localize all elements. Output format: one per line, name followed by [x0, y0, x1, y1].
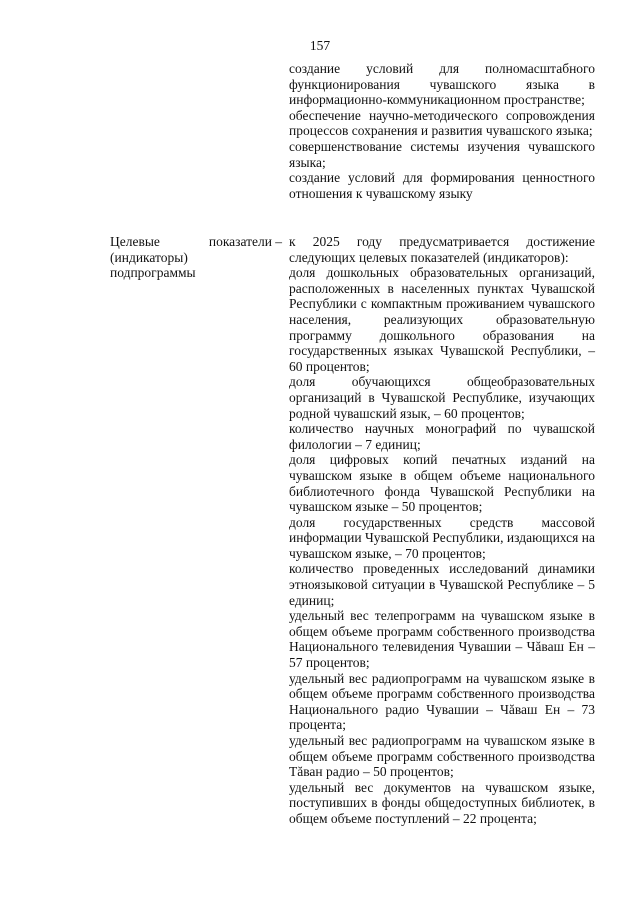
indicators-list	[289, 234, 595, 827]
goal-item: создание условий для формирования ценностного отношения к чувашскому языку	[289, 170, 595, 201]
indicator-item: удельный вес радиопрограмм на чувашском языке в общем объеме программ собственного производства Тăван радио – 50 процентов;	[289, 733, 595, 780]
indicator-item: доля дошкольных образовательных организаций, расположенных в населенных пунктах Чувашской Республики с компактным проживанием чувашского населения, реализующих образовательную программу дошкольного образования на государственных языках Чувашской Республики, – 60 процентов;	[289, 265, 595, 374]
goals-list	[289, 61, 595, 201]
label-dash: –	[275, 234, 282, 249]
indicator-item: доля государственных средств массовой информации Чувашской Республики, издающихся на чувашском языке, – 70 процентов;	[289, 514, 595, 561]
indicator-intro: к 2025 году предусматривается достижение следующих целевых показателей (индикаторов):	[289, 234, 595, 265]
goal-item: создание условий для полномасштабного функционирования чувашского языка в информационно-коммуникационном пространстве;	[289, 61, 595, 108]
indicator-item: удельный вес радиопрограмм на чувашском языке в общем объеме программ собственного производства Национального радио Чувашии – Чăваш Ен – 73 процента;	[289, 670, 595, 733]
page-number: 157	[309, 38, 331, 53]
indicator-item: удельный вес документов на чувашском языке, поступивших в фонды общедоступных библиотек, в общем объеме поступлений – 22 процента;	[289, 779, 595, 826]
goal-item: совершенствование системы изучения чувашского языка;	[289, 138, 595, 170]
indicator-item: доля цифровых копий печатных изданий на чувашском языке в общем объеме национального библиотечного фонда Чувашской Республики на чувашском языке – 50 процентов;	[289, 452, 595, 515]
indicator-item: количество проведенных исследований динамики этноязыковой ситуации в Чувашской Республике – 5 единиц;	[289, 561, 595, 608]
indicator-item: количество научных монографий по чувашской филологии – 7 единиц;	[289, 421, 595, 452]
indicators-label: Целевые показатели (индикаторы) подпрограммы	[110, 234, 272, 281]
goal-item: обеспечение научно-методического сопровождения процессов сохранения и развития чувашского языка;	[289, 107, 595, 139]
indicator-item: удельный вес телепрограмм на чувашском языке в общем объеме программ собственного производства Национального телевидения Чувашии – Чăваш Ен – 57 процентов;	[289, 608, 595, 671]
indicator-item: доля обучающихся общеобразовательных организаций в Чувашской Республике, изучающих родной чувашский язык, – 60 процентов;	[289, 374, 595, 421]
